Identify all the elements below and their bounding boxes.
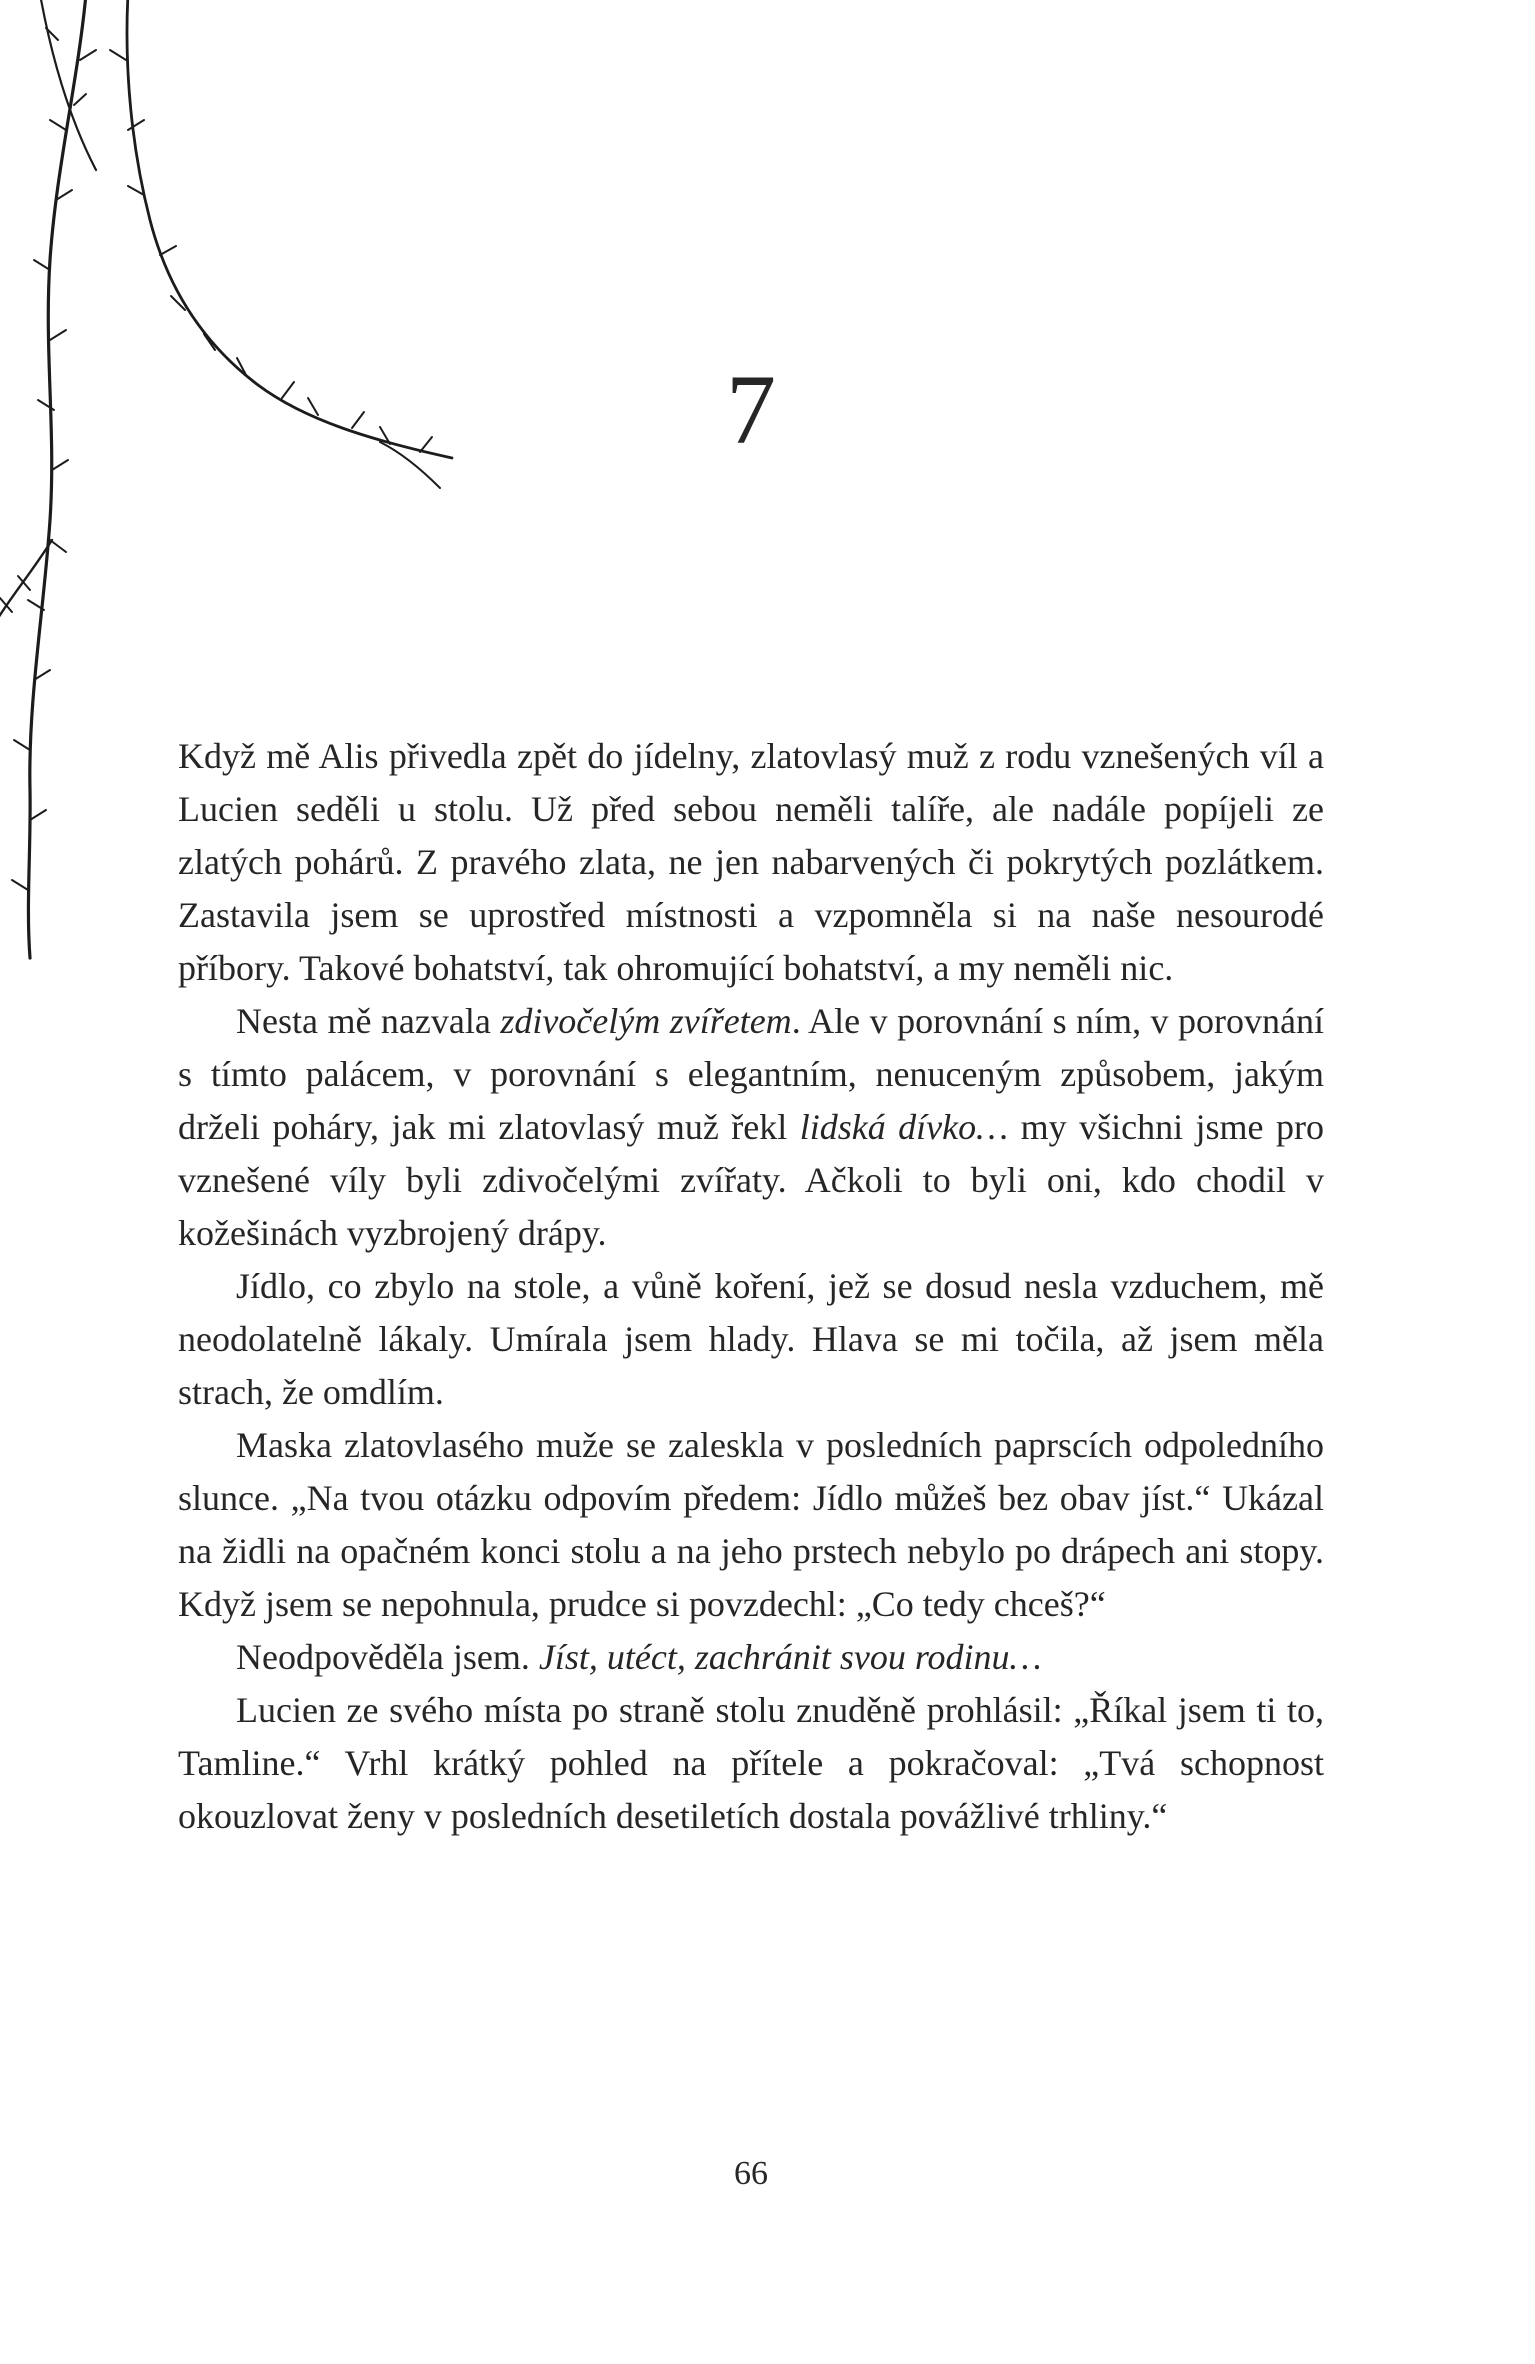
body-text: . Ale v porovnání s ním, v porovnání s tímto palácem, v porovnání s elegantním, nenuceným způsobem, jakým drželi poháry, jak mi zlatovlasý muž řekl (178, 1001, 1324, 1147)
paragraph-1 (178, 730, 1324, 995)
paragraph-5 (178, 1631, 1324, 1684)
body-text: Maska zlatovlasého muže se zaleskla v posledních paprscích odpoledního slunce. „Na tvou otázku odpovím předem: Jídlo můžeš bez obav jíst.“ Ukázal na židli na opačném konci stolu a na jeho prstech nebylo po drápech ani stopy. Když jsem se nepohnula, prudce si povzdechl: „Co tedy chceš?“ (178, 1425, 1324, 1624)
paragraph-3 (178, 1260, 1324, 1419)
page-text (178, 730, 1324, 1843)
body-text: Jídlo, co zbylo na stole, a vůně koření, jež se dosud nesla vzduchem, mě neodolatelně lákaly. Umírala jsem hlady. Hlava se mi točila, až jsem měla strach, že omdlím. (178, 1266, 1324, 1412)
chapter-number: 7 (726, 354, 776, 465)
paragraph-2 (178, 995, 1324, 1260)
paragraph-4 (178, 1419, 1324, 1631)
body-text: Nesta mě nazvala (236, 1001, 501, 1041)
paragraph-6 (178, 1684, 1324, 1843)
body-text: Neodpověděla jsem. (236, 1637, 539, 1677)
body-text: Lucien ze svého místa po straně stolu znuděně prohlásil: „Říkal jsem ti to, Tamline.“ Vrhl krátký pohled na přítele a pokračoval: „Tvá schopnost okouzlovat ženy v posledních desetiletích dostala povážlivé trhliny.“ (178, 1690, 1324, 1836)
body-text: Když mě Alis přivedla zpět do jídelny, zlatovlasý muž z rodu vznešených víl a Lucien seděli u stolu. Už před sebou neměli talíře, ale nadále popíjeli ze zlatých pohárů. Z pravého zlata, ne jen nabarvených či pokrytých pozlátkem. Zastavila jsem se uprostřed místnosti a vzpomněla si na naše nesourodé příbory. Takové bohatství, tak ohromující bohatství, a my neměli nic. (178, 736, 1324, 988)
italic-text: zdivočelým zvířetem (500, 1001, 792, 1041)
body-text: my všichni jsme pro vznešené víly byli zdivočelými zvířaty. Ačkoli to byli oni, kdo chodil v kožešinách vyzbrojený drápy. (178, 1107, 1324, 1253)
italic-text: Jíst, utéct, zachránit svou rodinu… (538, 1637, 1042, 1677)
page-number: 66 (734, 2155, 768, 2192)
italic-text: lidská dívko… (799, 1107, 1009, 1147)
